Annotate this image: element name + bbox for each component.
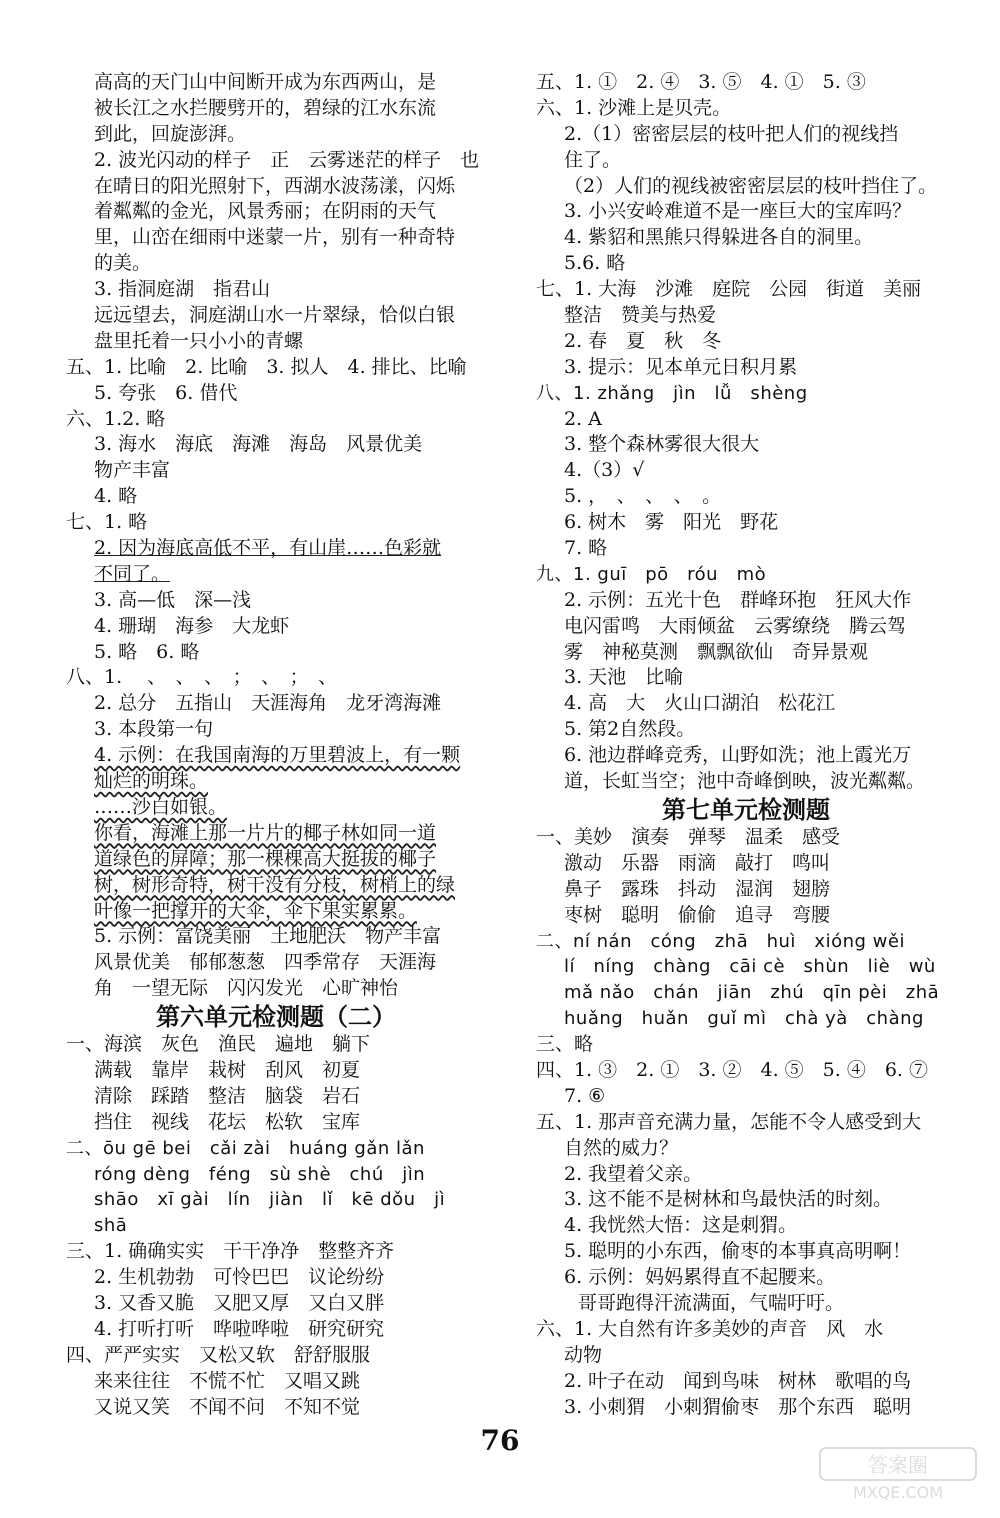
answer-text: 六、1.2. 略: [66, 407, 166, 430]
answer-text: 3. 本段第一句: [94, 718, 214, 741]
answer-line: [536, 743, 956, 769]
answer-text: 八、1. 、 、 、 ； 、 ； 、: [66, 666, 338, 689]
answer-line: [66, 225, 486, 251]
answer-text: 树，树形奇特，树干没有分枝，树梢上的绿: [94, 873, 456, 896]
answer-text: 的美。: [94, 252, 152, 275]
answer-text: róng dèng féng sù shè chú jìn: [94, 1163, 426, 1185]
answer-text: 7. ⑥: [564, 1084, 606, 1107]
answer-text: 2. 春 夏 秋 冬: [564, 329, 722, 352]
answer-line: [536, 954, 956, 980]
answer-line: [536, 1110, 956, 1136]
answer-line: [66, 1213, 486, 1239]
answer-text: 2. 叶子在动 闻到鸟味 树林 歌唱的鸟: [564, 1369, 912, 1392]
answer-line: [536, 1265, 956, 1291]
answer-text: 3. 这不能不是树林和鸟最快活的时刻。: [564, 1188, 893, 1211]
answer-line: [536, 199, 956, 225]
answer-text: huǎng huǎn guǐ mì chà yà chàng: [564, 1008, 924, 1030]
answer-line: [66, 769, 486, 795]
answer-text: 二、ní nán cóng zhā huì xióng wěi: [536, 930, 905, 952]
answer-line: [536, 1395, 956, 1421]
answer-text: 雾 神秘莫测 飘飘欲仙 奇异景观: [564, 640, 869, 663]
answer-text: 4. 打听打听 哗啦哗啦 研究研究: [94, 1317, 385, 1340]
answer-text: 4. 示例：在我国南海的万里碧波上，有一颗: [94, 744, 461, 767]
answer-line: [536, 277, 956, 303]
answer-text: 5. 第2自然段。: [564, 718, 696, 741]
answer-text: 道绿色的屏障；那一棵棵高大挺拔的椰子: [94, 847, 437, 870]
answer-text: lí níng chàng cāi cè shùn liè wù: [564, 956, 936, 978]
answer-line: [536, 1187, 956, 1213]
answer-text: 6. 示例：妈妈累得直不起腰来。: [564, 1266, 836, 1289]
answer-line: [66, 1369, 486, 1395]
answer-text: 2. 波光闪动的样子 正 云雾迷茫的样子 也: [94, 148, 480, 171]
answer-text: 7. 略: [564, 537, 608, 560]
answer-text: 到此，回旋澎湃。: [94, 122, 247, 145]
answer-line: [66, 873, 486, 899]
left-column: [66, 70, 486, 1420]
answer-line: [536, 148, 956, 174]
answer-line: [536, 877, 956, 903]
answer-line: [536, 825, 956, 851]
answer-line: [536, 329, 956, 355]
answer-text: 自然的威力？: [564, 1136, 679, 1159]
answer-text: 在晴日的阳光照射下，西湖水波荡漾，闪烁: [94, 174, 456, 197]
answer-line: [66, 924, 486, 950]
answer-text: ……沙白如银。: [94, 795, 228, 818]
answer-line: [66, 510, 486, 536]
answer-line: [536, 1058, 956, 1084]
answer-text: 五、1. 比喻 2. 比喻 3. 拟人 4. 排比、比喻: [66, 355, 467, 378]
answer-text: 4. 珊瑚 海参 大龙虾: [94, 614, 290, 637]
answer-text: 住了。: [564, 148, 622, 171]
answer-line: [66, 381, 486, 407]
answer-text: 2. 总分 五指山 天涯海角 龙牙湾海滩: [94, 692, 442, 715]
answer-text: 3. 海水 海底 海滩 海岛 风景优美: [94, 433, 423, 456]
answer-text: 二、ōu gē bei cǎi zài huáng gǎn lǎn: [66, 1137, 425, 1159]
right-column: [536, 70, 956, 1420]
answer-line: [66, 484, 486, 510]
answer-line: [66, 251, 486, 277]
answer-text: 5. ， 、 、 、 。: [564, 485, 722, 508]
answer-line: [536, 122, 956, 148]
answer-line: [536, 640, 956, 666]
answer-text: 激动 乐器 雨滴 敲打 鸣叫: [564, 851, 831, 874]
answer-line: [66, 458, 486, 484]
answer-text: 4.（3）√: [564, 459, 645, 482]
answer-line: [66, 148, 486, 174]
answer-line: [536, 174, 956, 200]
answer-text: 挡住 视线 花坛 松软 宝库: [94, 1110, 361, 1133]
answer-text: 3. 小刺猬 小刺猬偷枣 那个东西 聪明: [564, 1395, 912, 1418]
answer-text: 高高的天门山中间断开成为东西两山，是: [94, 71, 437, 93]
answer-line: [536, 614, 956, 640]
answer-text: 整洁 赞美与热爱: [564, 304, 717, 327]
answer-text: 四、1. ③ 2. ① 3. ② 4. ⑤ 5. ④ 6. ⑦: [536, 1058, 929, 1081]
answer-line: [536, 1084, 956, 1110]
answer-text: 物产丰富: [94, 459, 171, 482]
answer-line: [66, 717, 486, 743]
answer-text: 5. 略 6. 略: [94, 640, 200, 663]
answer-text: 你看，海滩上那一片片的椰子林如同一道: [94, 821, 437, 844]
answer-text: 八、1. zhǎng jìn lǚ shèng: [536, 382, 808, 404]
answer-line: [66, 950, 486, 976]
answer-line: [66, 407, 486, 433]
answer-text: 5. 聪明的小东西，偷枣的本事真高明啊！: [564, 1240, 912, 1263]
answer-line: [536, 458, 956, 484]
answer-line: [66, 536, 486, 562]
answer-line: [536, 665, 956, 691]
answer-text: 六、1. 大自然有许多美妙的声音 风 水: [536, 1317, 884, 1340]
answer-line: [536, 1213, 956, 1239]
answer-line: [66, 355, 486, 381]
answer-line: [536, 484, 956, 510]
answer-text: 远远望去，洞庭湖山水一片翠绿，恰似白银: [94, 304, 456, 327]
answer-text: 七、1. 大海 沙滩 庭院 公园 街道 美丽: [536, 278, 922, 301]
answer-line: [536, 355, 956, 381]
answer-line: [536, 432, 956, 458]
answer-line: [536, 1032, 956, 1058]
answer-line: [66, 277, 486, 303]
watermark-top-text: 答案圈: [868, 1453, 928, 1477]
answer-line: [66, 691, 486, 717]
answer-text: 3. 指洞庭湖 指君山: [94, 278, 271, 301]
answer-line: [66, 614, 486, 640]
answer-text: 灿烂的明珠。: [94, 770, 209, 793]
answer-line: [536, 1317, 956, 1343]
answer-text: 九、1. guī pō róu mò: [536, 563, 767, 585]
answer-line: [66, 1343, 486, 1369]
answer-text: 2. 我望着父亲。: [564, 1162, 703, 1185]
answer-line: [66, 1187, 486, 1213]
answer-text: 七、1. 略: [66, 511, 148, 534]
answer-text: 五、1. 那声音充满力量，怎能不令人感受到大: [536, 1110, 922, 1133]
answer-text: 3. 小兴安岭难道不是一座巨大的宝库吗？: [564, 200, 912, 223]
answer-line: [536, 1239, 956, 1265]
section-heading-text: 第七单元检测题: [662, 795, 830, 824]
answer-line: [66, 96, 486, 122]
answer-text: 哥哥跑得汗流满面，气喘吁吁。: [578, 1291, 845, 1314]
answer-line: [66, 665, 486, 691]
answer-line: [66, 70, 486, 96]
answer-line: [66, 1239, 486, 1265]
answer-line: [536, 769, 956, 795]
answer-text: 电闪雷鸣 大雨倾盆 云雾缭绕 腾云驾: [564, 614, 907, 637]
answer-text: 三、1. 确确实实 干干净净 整整齐齐: [66, 1240, 395, 1263]
answer-line: [66, 899, 486, 925]
answer-text: 2.（1）密密层层的枝叶把人们的视线挡: [564, 122, 899, 145]
answer-text: 6. 池边群峰竞秀，山野如洗；池上霞光万: [564, 744, 912, 767]
answer-text: 4. 略: [94, 485, 138, 508]
answer-line: [536, 1343, 956, 1369]
answer-text: 5.6. 略: [564, 252, 626, 275]
answer-text: 又说又笑 不闻不问 不知不觉: [94, 1395, 361, 1418]
answer-text: 鼻子 露珠 抖动 湿润 翅膀: [564, 877, 831, 900]
answer-text: 3. 天池 比喻: [564, 666, 684, 689]
answer-line: [536, 70, 956, 96]
answer-line: [66, 174, 486, 200]
answer-line: [66, 1265, 486, 1291]
answer-text: 6. 树木 雾 阳光 野花: [564, 511, 779, 534]
answer-line: [66, 976, 486, 1002]
answer-text: 5. 示例：富饶美丽 土地肥沃 物产丰富: [94, 925, 442, 948]
answer-line: [66, 1110, 486, 1136]
answer-text: 叶像一把撑开的大伞，伞下果实累累。: [94, 899, 418, 922]
answer-line: [66, 199, 486, 225]
answer-text: 角 一望无际 闪闪发光 心旷神怡: [94, 977, 399, 1000]
answer-line: [66, 1291, 486, 1317]
answer-line: [536, 1006, 956, 1032]
answer-text: 被长江之水拦腰劈开的，碧绿的江水东流: [94, 96, 437, 119]
answer-line: [66, 640, 486, 666]
watermark-logo: [818, 1444, 978, 1504]
watermark-text: MXQE.COM: [852, 1483, 944, 1502]
answer-line: [536, 1136, 956, 1162]
answer-text: 动物: [564, 1343, 603, 1366]
answer-text: 3. 又香又脆 又肥又厚 又白又胖: [94, 1291, 385, 1314]
section-heading: [536, 795, 956, 825]
answer-text: 2. 生机勃勃 可怜巴巴 议论纷纷: [94, 1266, 385, 1289]
answer-text: 三、略: [536, 1033, 594, 1056]
answer-line: [66, 1058, 486, 1084]
answer-line: [536, 303, 956, 329]
answer-text: 3. 整个森林雾很大很大: [564, 433, 760, 456]
answer-text: 3. 高—低 深—浅: [94, 588, 252, 611]
page-number: 76: [480, 1424, 520, 1457]
answer-line: [536, 381, 956, 407]
answer-line: [66, 1084, 486, 1110]
answer-text: 枣树 聪明 偷偷 追寻 弯腰: [564, 903, 831, 926]
answer-text: 一、海滨 灰色 渔民 遍地 躺下: [66, 1033, 371, 1056]
section-heading-text: 第六单元检测题（二）: [156, 1003, 396, 1032]
answer-text: 来来往往 不慌不忙 又唱又跳: [94, 1369, 361, 1392]
answer-line: [536, 1162, 956, 1188]
answer-line: [66, 821, 486, 847]
answer-text: shāo xī gài lín jiàn lǐ kē dǒu jì: [94, 1189, 446, 1211]
answer-text: 里，山峦在细雨中迷蒙一片，别有一种奇特: [94, 226, 456, 249]
answer-line: [66, 1136, 486, 1162]
answer-line: [66, 1317, 486, 1343]
answer-line: [536, 1369, 956, 1395]
answer-text: 盘里托着一只小小的青螺: [94, 329, 304, 352]
answer-text: 五、1. ① 2. ④ 3. ⑤ 4. ① 5. ③: [536, 71, 866, 93]
answer-line: [66, 588, 486, 614]
answer-text: 2. A: [564, 407, 602, 430]
answer-text: 4. 我恍然大悟：这是刺猬。: [564, 1214, 798, 1237]
answer-text: 5. 夸张 6. 借代: [94, 381, 238, 404]
answer-line: [536, 562, 956, 588]
answer-line: [66, 743, 486, 769]
answer-text: 风景优美 郁郁葱葱 四季常存 天涯海: [94, 951, 437, 974]
answer-line: [536, 96, 956, 122]
answer-line: [66, 795, 486, 821]
answer-text: 四、严严实实 又松又软 舒舒服服: [66, 1343, 371, 1366]
answer-text: 着粼粼的金光，风景秀丽；在阴雨的天气: [94, 200, 437, 223]
answer-text: 2. 示例：五光十色 群峰环抱 狂风大作: [564, 588, 912, 611]
answer-line: [536, 1291, 956, 1317]
answer-line: [536, 929, 956, 955]
answer-line: [66, 432, 486, 458]
answer-line: [66, 1395, 486, 1421]
answer-text: 4. 高 大 火山口湖泊 松花江: [564, 692, 836, 715]
answer-text: 不同了。: [94, 562, 171, 585]
answer-line: [536, 980, 956, 1006]
answer-text: 六、1. 沙滩上是贝壳。: [536, 96, 732, 119]
answer-line: [536, 903, 956, 929]
answer-text: 一、美妙 演奏 弹琴 温柔 感受: [536, 825, 841, 848]
answer-text: 3. 提示：见本单元日积月累: [564, 355, 798, 378]
answer-line: [536, 225, 956, 251]
section-heading: [66, 1002, 486, 1032]
answer-line: [536, 588, 956, 614]
answer-line: [536, 510, 956, 536]
answer-text: 清除 踩踏 整洁 脑袋 岩石: [94, 1084, 361, 1107]
answer-text: 道，长虹当空；池中奇峰倒映，波光粼粼。: [564, 770, 926, 793]
answer-line: [66, 329, 486, 355]
answer-text: 满载 靠岸 栽树 刮风 初夏: [94, 1058, 361, 1081]
answer-line: [66, 1162, 486, 1188]
answer-line: [536, 536, 956, 562]
answer-line: [536, 851, 956, 877]
answer-text: shā: [94, 1215, 128, 1237]
answer-line: [66, 847, 486, 873]
answer-line: [536, 717, 956, 743]
answer-line: [66, 122, 486, 148]
answer-line: [66, 303, 486, 329]
answer-text: （2）人们的视线被密密层层的枝叶挡住了。: [564, 174, 938, 197]
answer-line: [536, 407, 956, 433]
answer-line: [66, 562, 486, 588]
answer-text: 2. 因为海底高低不平，有山崖……色彩就: [94, 537, 442, 560]
answer-line: [536, 691, 956, 717]
answer-line: [536, 251, 956, 277]
answer-line: [66, 1032, 486, 1058]
answer-text: 4. 紫貂和黑熊只得躲进各自的洞里。: [564, 226, 874, 249]
answer-text: mǎ nǎo chán jiān zhú qīn pèi zhā: [564, 982, 940, 1004]
